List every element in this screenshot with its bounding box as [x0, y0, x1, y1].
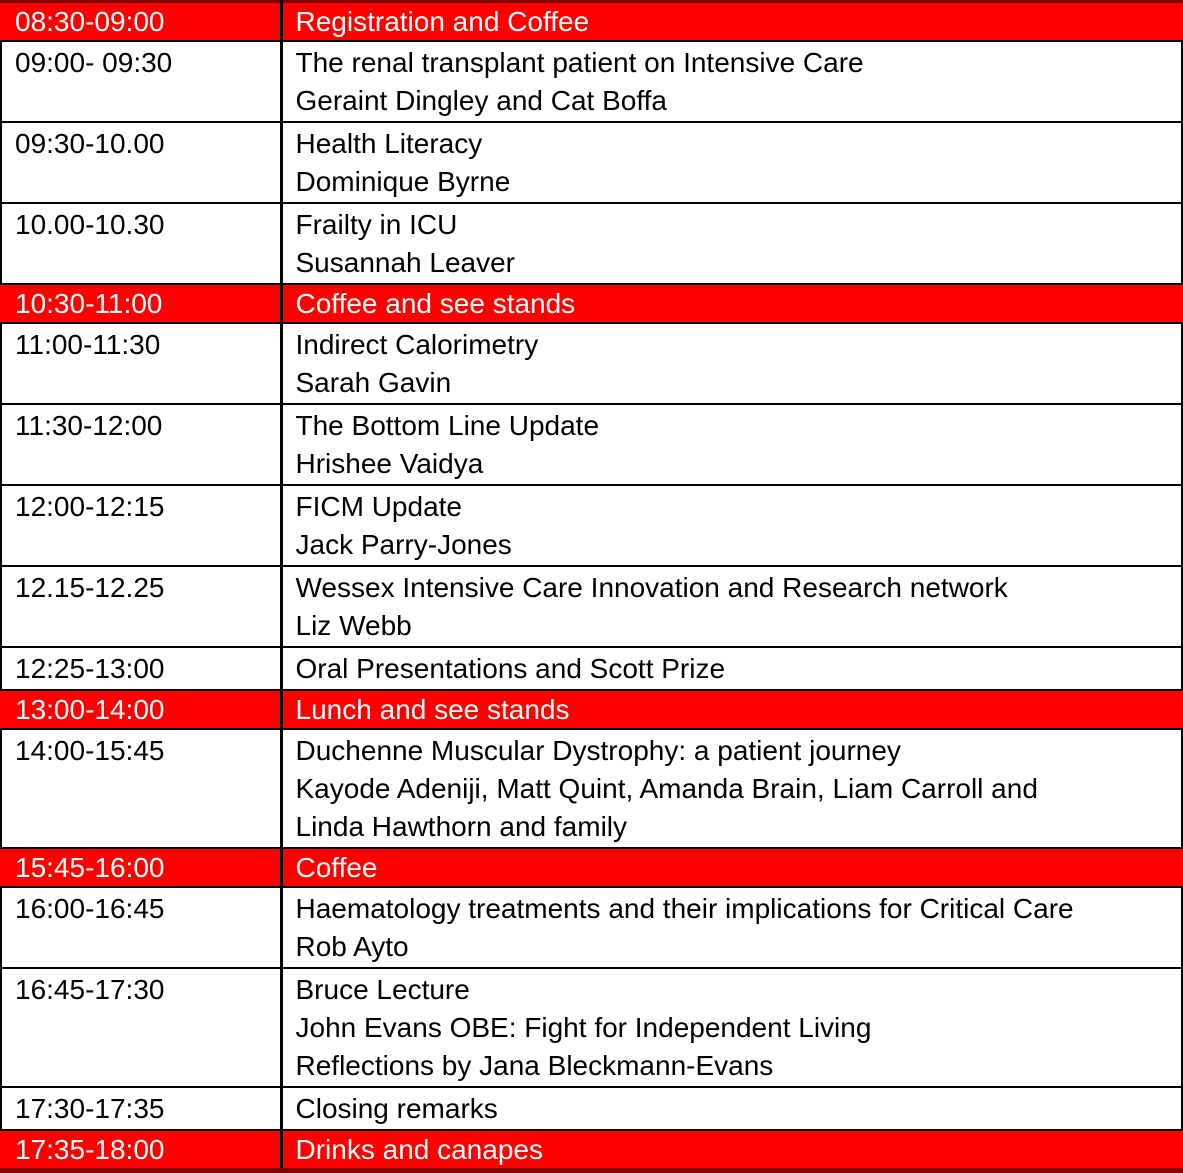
session-title-line: Wessex Intensive Care Innovation and Research network: [295, 572, 1008, 603]
time-cell: 16:00-16:45: [1, 887, 281, 968]
break-row: [1, 2, 1182, 42]
break-title-cell: [281, 690, 1182, 729]
speaker-line: Rob Ayto: [295, 931, 409, 962]
break-title-cell: [281, 2, 1182, 42]
session-description-cell: [281, 323, 1182, 404]
speaker-line: Hrishee Vaidya: [295, 448, 484, 479]
session-title-line: Oral Presentations and Scott Prize: [295, 653, 726, 684]
session-title-line: Coffee: [295, 852, 378, 883]
session-row: [1, 968, 1182, 1087]
session-description-cell: [281, 566, 1182, 647]
session-title-line: Drinks and canapes: [295, 1134, 543, 1165]
time-cell: 17:30-17:35: [1, 1087, 281, 1130]
session-row: [1, 122, 1182, 203]
time-cell: 10.00-10.30: [1, 203, 281, 284]
session-description-cell: [281, 968, 1182, 1087]
time-cell: 17:35-18:00: [1, 1130, 281, 1171]
session-title-line: Frailty in ICU: [295, 209, 458, 240]
time-cell: 12:25-13:00: [1, 647, 281, 690]
session-row: [1, 203, 1182, 284]
session-description-cell: [281, 887, 1182, 968]
time-cell: 15:45-16:00: [1, 848, 281, 887]
break-row: [1, 284, 1182, 323]
speaker-line: Dominique Byrne: [295, 166, 511, 197]
session-title-line: Registration and Coffee: [295, 6, 590, 37]
time-cell: 12:00-12:15: [1, 485, 281, 566]
time-cell: 11:30-12:00: [1, 404, 281, 485]
session-row: [1, 323, 1182, 404]
session-title-line: Health Literacy: [295, 128, 483, 159]
session-description-cell: [281, 485, 1182, 566]
session-title-line: Indirect Calorimetry: [295, 329, 539, 360]
time-cell: 13:00-14:00: [1, 690, 281, 729]
time-cell: 08:30-09:00: [1, 2, 281, 42]
time-cell: 09:00- 09:30: [1, 41, 281, 122]
time-cell: 10:30-11:00: [1, 284, 281, 323]
break-row: [1, 1130, 1182, 1171]
session-title-line: Lunch and see stands: [295, 694, 570, 725]
session-row: [1, 887, 1182, 968]
session-title-line: Closing remarks: [295, 1093, 498, 1124]
break-title-cell: [281, 284, 1182, 323]
time-cell: 16:45-17:30: [1, 968, 281, 1087]
session-description-cell: [281, 203, 1182, 284]
speaker-line: Sarah Gavin: [295, 367, 452, 398]
break-title-cell: [281, 1130, 1182, 1171]
session-description-cell: [281, 122, 1182, 203]
session-title-line: Duchenne Muscular Dystrophy: a patient journey: [295, 735, 901, 766]
session-description-cell: [281, 41, 1182, 122]
time-cell: 11:00-11:30: [1, 323, 281, 404]
session-row: [1, 566, 1182, 647]
session-row: [1, 404, 1182, 485]
session-row: [1, 647, 1182, 690]
time-cell: 12.15-12.25: [1, 566, 281, 647]
session-title-line: Bruce Lecture: [295, 974, 470, 1005]
session-description-cell: [281, 1087, 1182, 1130]
speaker-line: Jack Parry-Jones: [295, 529, 512, 560]
break-row: [1, 690, 1182, 729]
speaker-line: Liz Webb: [295, 610, 412, 641]
speaker-line: Geraint Dingley and Cat Boffa: [295, 85, 667, 116]
session-description-cell: [281, 729, 1182, 848]
speaker-line: Susannah Leaver: [295, 247, 516, 278]
time-cell: 09:30-10.00: [1, 122, 281, 203]
speaker-line: Linda Hawthorn and family: [295, 811, 628, 842]
session-title-line: Coffee and see stands: [295, 288, 576, 319]
session-description-cell: [281, 404, 1182, 485]
session-title-line: The renal transplant patient on Intensive Care: [295, 47, 864, 78]
speaker-line: Kayode Adeniji, Matt Quint, Amanda Brain, Liam Carroll and: [295, 773, 1038, 804]
session-title-line: The Bottom Line Update: [295, 410, 600, 441]
break-row: [1, 848, 1182, 887]
speaker-line: John Evans OBE: Fight for Independent Living: [295, 1012, 872, 1043]
schedule-rows: [1, 2, 1182, 1171]
session-title-line: Haematology treatments and their implications for Critical Care: [295, 893, 1074, 924]
session-row: [1, 485, 1182, 566]
session-row: [1, 41, 1182, 122]
speaker-line: Reflections by Jana Bleckmann-Evans: [295, 1050, 774, 1081]
session-row: [1, 1087, 1182, 1130]
session-title-line: FICM Update: [295, 491, 462, 522]
session-row: [1, 729, 1182, 848]
time-cell: 14:00-15:45: [1, 729, 281, 848]
break-title-cell: [281, 848, 1182, 887]
session-description-cell: [281, 647, 1182, 690]
